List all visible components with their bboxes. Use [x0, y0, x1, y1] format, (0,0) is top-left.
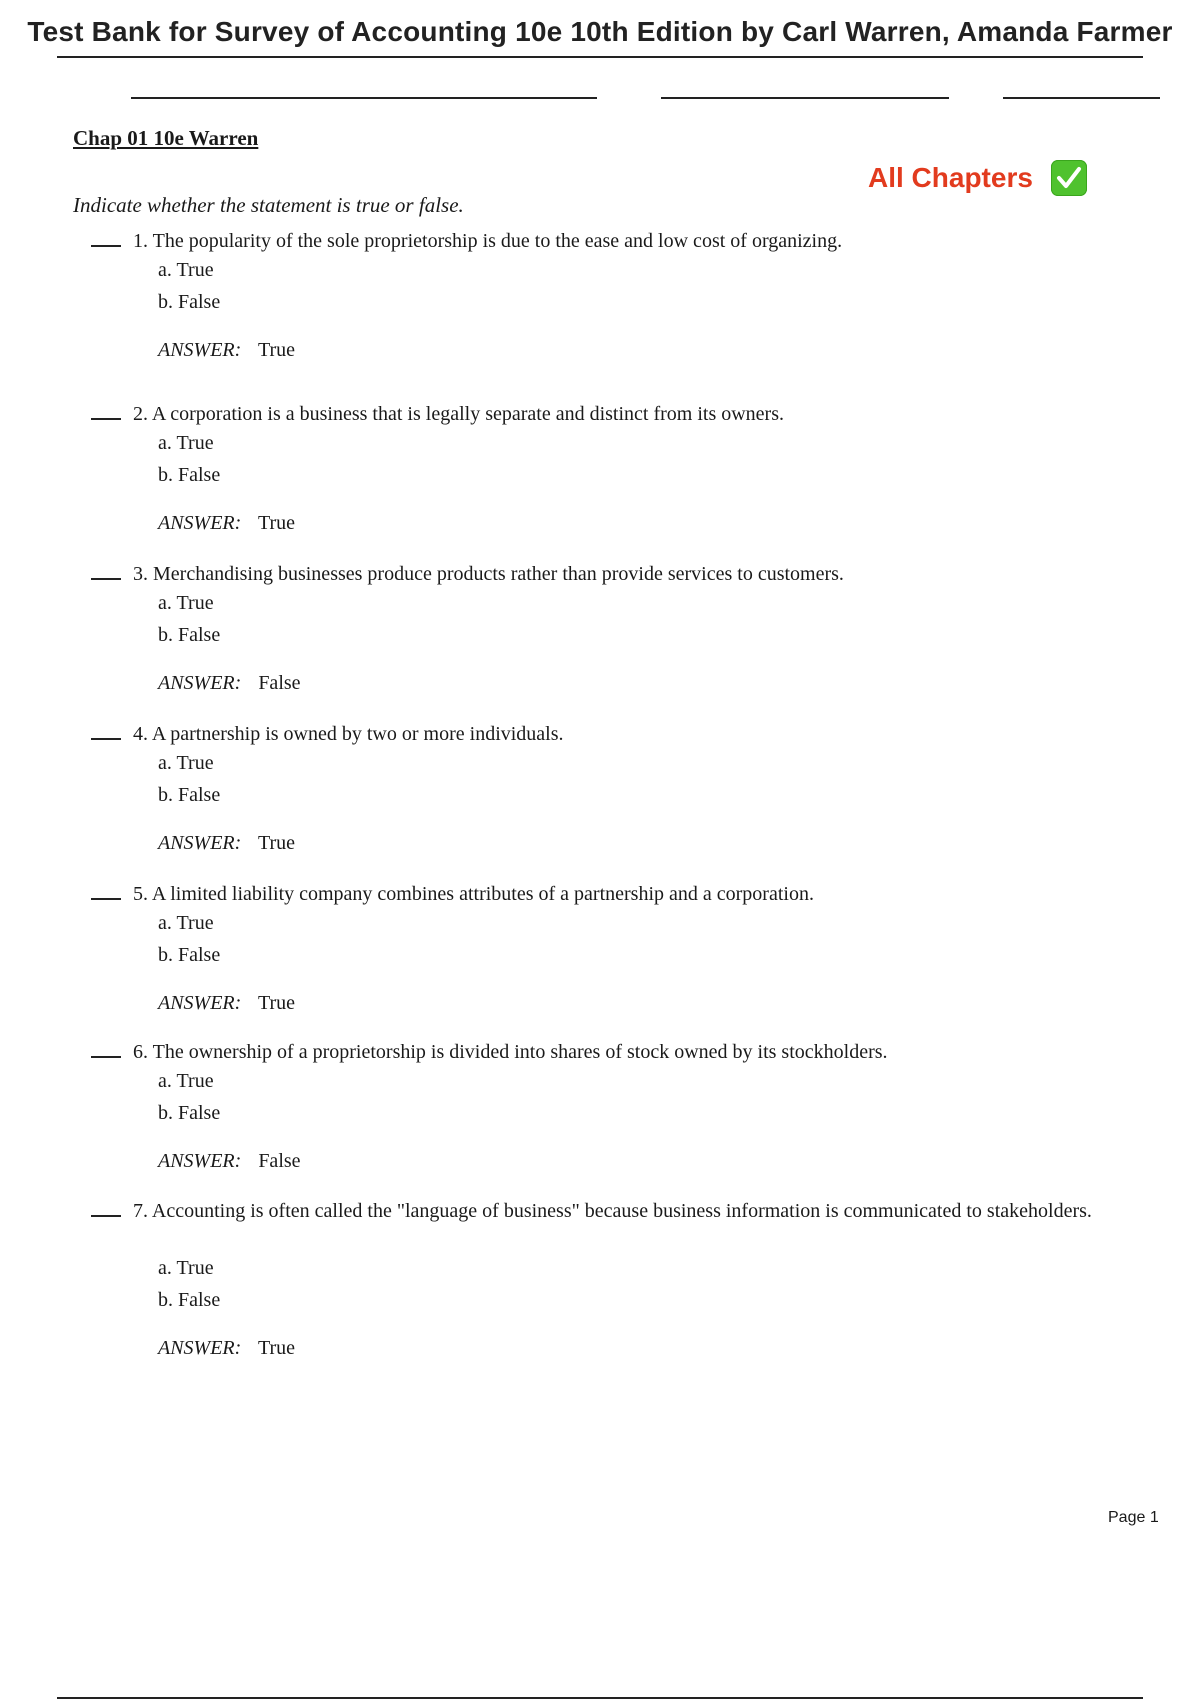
option-false: b. False	[158, 291, 221, 313]
option-false: b. False	[158, 1102, 221, 1124]
answer-line	[158, 1150, 301, 1173]
answer-label: ANSWER:	[158, 512, 242, 534]
option-true: a. True	[158, 752, 214, 774]
option-false: b. False	[158, 464, 221, 486]
answer-value: True	[257, 1337, 296, 1359]
footer-rule	[57, 1697, 1143, 1699]
option-true: a. True	[158, 1070, 214, 1092]
answer-value: True	[257, 832, 296, 854]
document-title: Test Bank for Survey of Accounting 10e 10th Edition by Carl Warren, Amanda Farmer	[27, 16, 1173, 47]
question-stem: 7. Accounting is often called the "language of business" because business information is communicated to stakeholders.	[133, 1200, 1092, 1222]
class-blank-line	[661, 97, 949, 99]
answer-value: False	[258, 1150, 301, 1172]
name-blank-line	[131, 97, 597, 99]
question-stem: 6. The ownership of a proprietorship is divided into shares of stock owned by its stockholders.	[133, 1041, 888, 1063]
answer-blank	[91, 245, 121, 247]
answer-blank	[91, 1056, 121, 1058]
option-false: b. False	[158, 944, 221, 966]
date-blank-line	[1003, 97, 1160, 99]
question-stem: 1. The popularity of the sole proprietorship is due to the ease and low cost of organizing.	[133, 230, 843, 252]
answer-line	[158, 992, 295, 1015]
answer-label: ANSWER:	[158, 832, 242, 854]
answer-blank	[91, 418, 121, 420]
option-true: a. True	[158, 592, 214, 614]
answer-label: ANSWER:	[158, 1150, 242, 1172]
title-underline	[57, 56, 1143, 58]
check-mark-button-icon	[1051, 160, 1087, 196]
answer-value: True	[257, 992, 296, 1014]
instructions: Indicate whether the statement is true or false.	[73, 193, 464, 217]
question-stem: 3. Merchandising businesses produce products rather than provide services to customers.	[133, 563, 844, 585]
answer-blank	[91, 898, 121, 900]
answer-line	[158, 339, 295, 362]
answer-label: ANSWER:	[158, 1337, 242, 1359]
question-stem: 5. A limited liability company combines attributes of a partnership and a corporation.	[133, 883, 814, 905]
option-true: a. True	[158, 912, 214, 934]
answer-label: ANSWER:	[158, 339, 242, 361]
answer-value: True	[257, 512, 296, 534]
answer-blank	[91, 1215, 121, 1217]
answer-value: False	[258, 672, 301, 694]
answer-label: ANSWER:	[158, 672, 242, 694]
option-false: b. False	[158, 1289, 221, 1311]
all-chapters-label: All Chapters	[868, 162, 1033, 193]
option-true: a. True	[158, 432, 214, 454]
page-number: Page 1	[1108, 1509, 1159, 1526]
answer-line	[158, 832, 295, 855]
answer-blank	[91, 738, 121, 740]
answer-label: ANSWER:	[158, 992, 242, 1014]
question-stem: 2. A corporation is a business that is legally separate and distinct from its owners.	[133, 403, 784, 425]
option-false: b. False	[158, 624, 221, 646]
answer-line	[158, 672, 301, 695]
chapter-title: Chap 01 10e Warren	[73, 126, 259, 150]
option-true: a. True	[158, 259, 214, 281]
option-false: b. False	[158, 784, 221, 806]
answer-line	[158, 1337, 295, 1360]
answer-line	[158, 512, 295, 535]
all-chapters-badge[interactable]	[868, 160, 1087, 196]
answer-blank	[91, 578, 121, 580]
option-true: a. True	[158, 1257, 214, 1279]
question-stem: 4. A partnership is owned by two or more individuals.	[133, 723, 564, 745]
answer-value: True	[257, 339, 296, 361]
